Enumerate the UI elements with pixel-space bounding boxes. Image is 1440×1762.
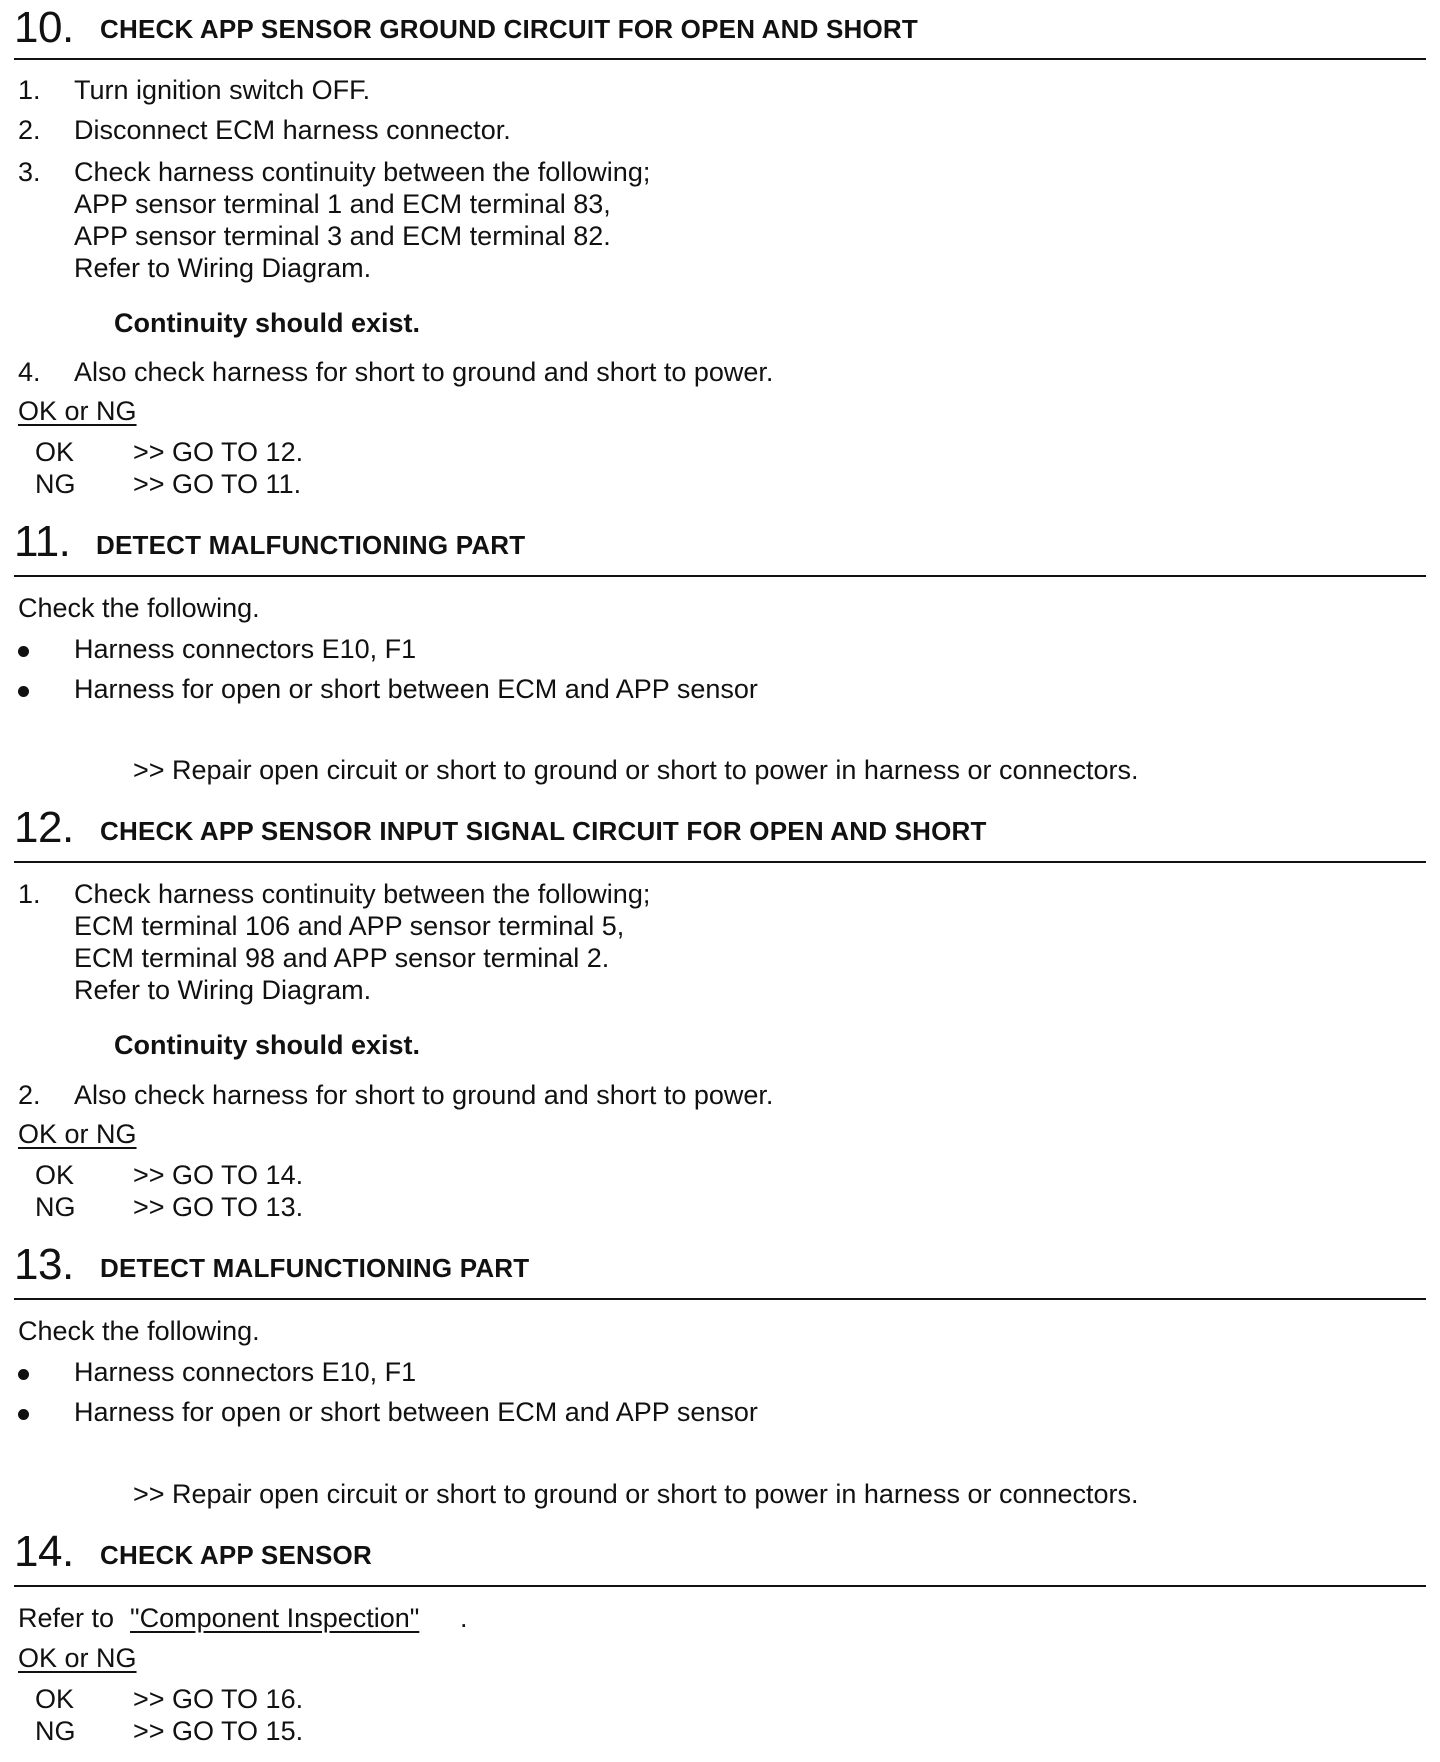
- item-number: 2.: [18, 115, 41, 145]
- step-title: DETECT MALFUNCTIONING PART: [100, 1253, 530, 1283]
- intro-text: Check the following.: [18, 1316, 260, 1346]
- item-number: 1.: [18, 75, 41, 105]
- item-text: APP sensor terminal 1 and ECM terminal 83,: [74, 189, 611, 219]
- spec-note: Continuity should exist.: [114, 1030, 421, 1060]
- item-number: 3.: [18, 157, 41, 187]
- item-text: ECM terminal 106 and APP sensor terminal 5,: [74, 911, 625, 941]
- step-title: CHECK APP SENSOR: [100, 1540, 372, 1570]
- step-title: DETECT MALFUNCTIONING PART: [96, 530, 526, 560]
- spec-note: Continuity should exist.: [114, 308, 421, 338]
- item-text: Also check harness for short to ground and short to power.: [74, 357, 774, 387]
- repair-action: >> Repair open circuit or short to ground or short to power in harness or connectors.: [133, 1479, 1139, 1509]
- item-text: Refer to Wiring Diagram.: [74, 253, 372, 283]
- step-title: CHECK APP SENSOR INPUT SIGNAL CIRCUIT FOR OPEN AND SHORT: [100, 816, 987, 846]
- item-text: Refer to Wiring Diagram.: [74, 975, 372, 1005]
- refer-suffix: .: [460, 1603, 468, 1633]
- item-text: Also check harness for short to ground and short to power.: [74, 1080, 774, 1110]
- ok-label: OK: [35, 1684, 75, 1714]
- item-text: Disconnect ECM harness connector.: [74, 115, 511, 145]
- item-number: 4.: [18, 357, 41, 387]
- intro-text: Check the following.: [18, 593, 260, 623]
- repair-action: >> Repair open circuit or short to ground or short to power in harness or connectors.: [133, 755, 1139, 785]
- ng-label: NG: [35, 469, 76, 499]
- ng-label: NG: [35, 1192, 76, 1222]
- bullet-text: Harness for open or short between ECM and APP sensor: [74, 674, 758, 704]
- section-divider: [14, 861, 1426, 863]
- item-text: ECM terminal 98 and APP sensor terminal 2.: [74, 943, 610, 973]
- ng-action: >> GO TO 13.: [133, 1192, 304, 1222]
- item-text: Turn ignition switch OFF.: [74, 75, 371, 105]
- step-number: 13.: [14, 1240, 74, 1289]
- bullet: [18, 686, 29, 697]
- bullet: [18, 1409, 29, 1420]
- ok-or-ng-heading: OK or NG: [18, 1119, 137, 1149]
- step-number: 10.: [14, 3, 74, 52]
- item-number: 2.: [18, 1080, 41, 1110]
- bullet-text: Harness connectors E10, F1: [74, 1357, 417, 1387]
- refer-prefix: Refer to: [18, 1603, 115, 1633]
- item-text: APP sensor terminal 3 and ECM terminal 82.: [74, 221, 611, 251]
- ok-label: OK: [35, 437, 75, 467]
- bullet-text: Harness for open or short between ECM and APP sensor: [74, 1397, 758, 1427]
- section-divider: [14, 1298, 1426, 1300]
- bullet: [18, 646, 29, 657]
- section-divider: [14, 575, 1426, 577]
- ok-or-ng-heading: OK or NG: [18, 1643, 137, 1673]
- bullet: [18, 1369, 29, 1380]
- section-divider: [14, 1585, 1426, 1587]
- component-inspection-link[interactable]: "Component Inspection": [130, 1603, 420, 1633]
- ok-action: >> GO TO 14.: [133, 1160, 304, 1190]
- section-divider: [14, 58, 1426, 60]
- step-number: 12.: [14, 803, 74, 852]
- item-text: Check harness continuity between the following;: [74, 157, 651, 187]
- ok-action: >> GO TO 16.: [133, 1684, 304, 1714]
- step-title: CHECK APP SENSOR GROUND CIRCUIT FOR OPEN AND SHORT: [100, 14, 918, 44]
- ok-or-ng-heading: OK or NG: [18, 396, 137, 426]
- ng-label: NG: [35, 1716, 76, 1746]
- ok-label: OK: [35, 1160, 75, 1190]
- step-number: 14.: [14, 1527, 74, 1576]
- step-number: 11.: [14, 517, 71, 566]
- ng-action: >> GO TO 15.: [133, 1716, 304, 1746]
- item-number: 1.: [18, 879, 41, 909]
- item-text: Check harness continuity between the following;: [74, 879, 651, 909]
- bullet-text: Harness connectors E10, F1: [74, 634, 417, 664]
- ng-action: >> GO TO 11.: [133, 469, 302, 499]
- ok-action: >> GO TO 12.: [133, 437, 304, 467]
